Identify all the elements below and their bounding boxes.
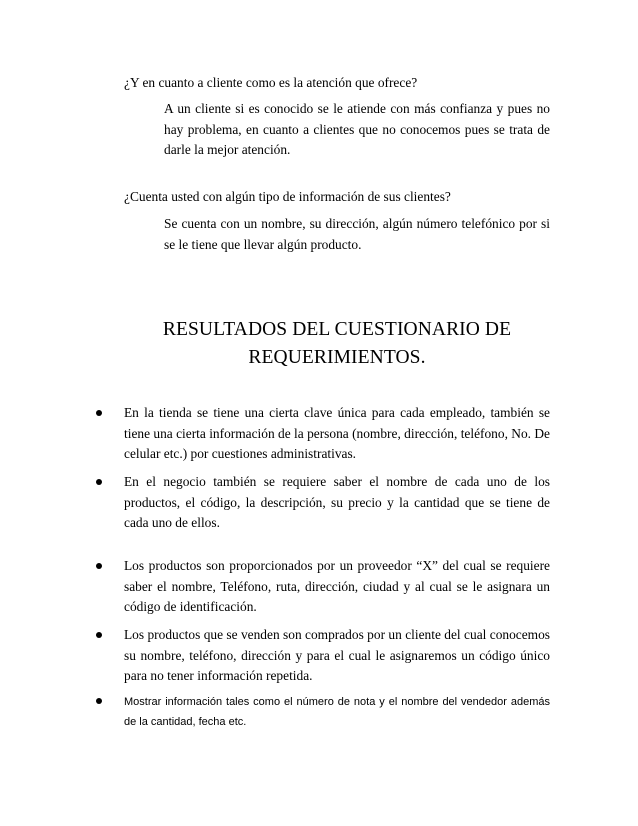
list-item-text: Los productos que se venden son comprados por un cliente del cual conocemos su nombre, teléfono, dirección y para el cual le asignaremos un código único para no tener información repetida. [124,627,550,683]
results-title: RESULTADOS DEL CUESTIONARIO DE REQUERIMIENTOS. [162,319,512,368]
bullet-icon [96,698,102,704]
list-item [124,556,550,618]
list-item-text: Los productos son proporcionados por un proveedor “X” del cual se requiere saber el nombre, Teléfono, ruta, dirección, ciudad y al cual se le asignara un código de identificación. [124,558,550,614]
list-item-text: En el negocio también se requiere saber el nombre de cada uno de los productos, el código, la descripción, su precio y la cantidad que se tiene de cada uno de ellos. [124,474,550,530]
question-1: ¿Y en cuanto a cliente como es la atención que ofrece? [124,75,418,90]
list-item-text: Mostrar información tales como el número de nota y el nombre del vendedor además de la cantidad, fecha etc. [124,696,550,728]
list-item [124,472,550,534]
list-item [124,692,550,732]
bullet-icon [96,479,102,485]
bullet-icon [96,410,102,416]
list-item [124,625,550,687]
list-item [124,403,550,465]
answer-1: A un cliente si es conocido se le atiende con más confianza y pues no hay problema, en cuanto a clientes que no conocemos pues se trata de darle la mejor atención. [164,101,550,157]
list-item-text: En la tienda se tiene una cierta clave única para cada empleado, también se tiene una cierta información de la persona (nombre, dirección, teléfono, No. De celular etc.) por cuestiones administrativas. [124,405,550,461]
question-2: ¿Cuenta usted con algún tipo de información de sus clientes? [124,189,451,204]
answer-2: Se cuenta con un nombre, su dirección, algún número telefónico por si se le tiene que llevar algún producto. [164,216,550,252]
bullet-icon [96,632,102,638]
bullet-icon [96,563,102,569]
